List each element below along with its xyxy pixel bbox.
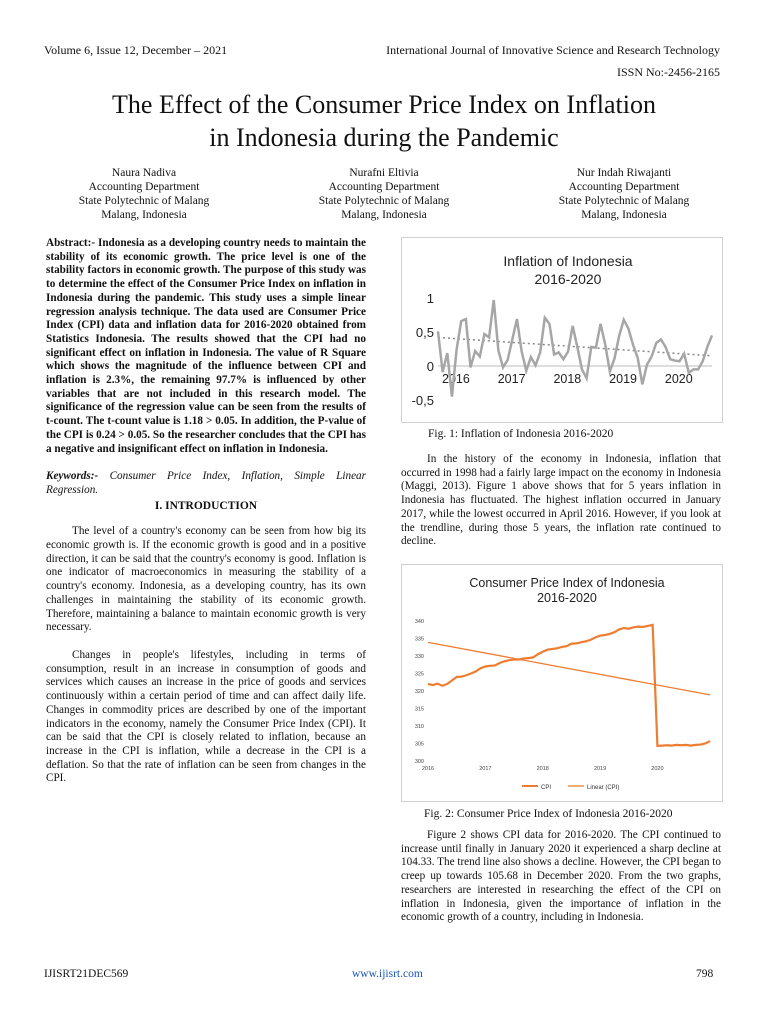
figure-2-cpi-chart — [401, 564, 723, 802]
author-institution: State Polytechnic of Malang — [78, 195, 210, 207]
author-institution: State Polytechnic of Malang — [318, 195, 450, 207]
author-block-2 — [284, 166, 484, 222]
y-tick-label: 300 — [414, 759, 424, 765]
chart-legend — [522, 785, 619, 791]
footer-paper-id: IJISRT21DEC569 — [44, 968, 129, 980]
keywords-text: Consumer Price Index, Inflation, Simple Linear Regression. — [46, 470, 367, 496]
author-dept: Accounting Department — [88, 181, 200, 193]
author-block-1 — [44, 166, 244, 222]
y-tick-label: 330 — [414, 654, 424, 660]
cpi-linear-trendline — [428, 642, 710, 695]
author-dept: Accounting Department — [328, 181, 440, 193]
footer-page-number: 798 — [696, 968, 714, 980]
right-paragraph-2: Figure 2 shows CPI data for 2016-2020. The CPI continued to increase until finally in January 2020 it experienced a sharp decline at 104.33. The trend line also shows a decline. However, the CPI began to creep up towards 105.68 in December 2020. From the two graphs, researchers are interested in researching the effect of the CPI on inflation in Indonesia, given the importance of inflation in the economic growth of a country, including in Indonesia. — [401, 829, 721, 924]
figure-2-caption: Fig. 2: Consumer Price Index of Indonesia 2016-2020 — [424, 808, 673, 820]
legend-label-linear: Linear (CPI) — [587, 785, 620, 791]
x-tick-label: 2016 — [421, 766, 435, 772]
x-tick-label: 2018 — [553, 372, 582, 386]
paper-title — [30, 88, 738, 154]
left-column — [46, 237, 366, 786]
section-heading-introduction: I. INTRODUCTION — [154, 499, 258, 512]
inflation-chart-svg — [402, 238, 722, 422]
journal-name: International Journal of Innovative Science and Research Technology — [386, 43, 720, 57]
chart-title: Inflation of Indonesia — [503, 253, 633, 269]
x-tick-label: 2019 — [609, 372, 637, 386]
y-tick-label: 310 — [414, 724, 424, 730]
author-name: Nur Indah Riwajanti — [576, 167, 672, 179]
y-tick-label: 0,5 — [415, 325, 434, 340]
footer-journal-link[interactable]: www.ijisrt.com — [352, 968, 423, 980]
x-tick-label: 2017 — [497, 372, 526, 386]
keywords — [46, 470, 366, 497]
y-tick-label: 340 — [414, 619, 424, 625]
chart-title: Consumer Price Index of Indonesia — [469, 576, 665, 590]
y-tick-label: 320 — [414, 689, 424, 695]
author-name: Naura Nadiva — [111, 167, 177, 179]
abstract: Abstract:- Indonesia as a developing country needs to maintain the stability of its economic growth. The price level is one of the stability factors in economic growth. The purpose of this study was to determine the effect of the Consumer Price Index on inflation in Indonesia during the pandemic. This study uses a simple linear regression analysis technique. The data used are Consumer Price Index (CPI) data and inflation data for 2016-2020 obtained from Statistics Indonesia. The results showed that the CPI had no significant effect on inflation in Indonesia. The value of R Square which shows the magnitude of the influence between CPI and inflation is 2.3%, the remaining 97.7% is influenced by other variables that are not included in this research model. The significance of the regression value can be seen from the results of t-count. The t-count value is 1.18 > 0.05. In addition, the P-value of the CPI is 0.24 > 0.05. So the researcher concludes that the CPI has a negative and insignificant effect on inflation in Indonesia. — [46, 237, 366, 455]
cpi-chart-svg — [402, 565, 722, 801]
x-tick-label: 2016 — [442, 372, 470, 386]
right-paragraph-1: In the history of the economy in Indonesia, inflation that occurred in 1998 had a fairly large impact on the economy in Indonesia (Maggi, 2013). Figure 1 above shows that for 5 years inflation in Indonesia has fluctuated. The highest inflation occurred in January 2017, while the lowest occurred in April 2016. However, if you look at the trendline, during those 5 years, the inflation rate continued to decline. — [401, 453, 721, 548]
author-location: Malang, Indonesia — [581, 209, 667, 221]
journal-volume: Volume 6, Issue 12, December – 2021 — [44, 43, 228, 57]
author-block-3 — [524, 166, 724, 222]
y-tick-label: 325 — [414, 671, 424, 678]
cpi-series-line — [428, 625, 710, 746]
legend-label-cpi: CPI — [541, 785, 552, 791]
intro-paragraph-2: Changes in people's lifestyles, including in terms of consumption, result in an increase in consumption of goods and services which causes an increase in the price of goods and services continuously within a certain period of time and can affect daily life. Changes in commodity prices are described by one of the important indicators in the economy, namely the Consumer Price Index (CPI). It can be said that the CPI is closely related to inflation, because an increase in the CPI is inflation, while a decrease in the CPI is a deflation. So that the rate of inflation can be seen from changes in the CPI. — [46, 648, 366, 785]
author-name: Nurafni Eltivia — [349, 167, 419, 179]
y-tick-label: 305 — [414, 741, 424, 748]
y-tick-label: 1 — [426, 291, 434, 306]
author-dept: Accounting Department — [568, 181, 680, 193]
paper-title-line-2: in Indonesia during the Pandemic — [209, 123, 559, 152]
x-tick-label: 2018 — [536, 766, 549, 772]
x-tick-label: 2020 — [664, 372, 693, 386]
intro-paragraph-1: The level of a country's economy can be seen from how big its economic growth is. If the economic growth is good and in a positive direction, it can be said that the country's economy is good. Inflation is one indicator of macroeconomics in measuring the stability of a country's economy. Indonesia, as a developing country, has its own challenges in maintaining the stability of its economic growth. Therefore, maintaining a balance to maintain economic growth is very necessary. — [46, 525, 366, 634]
author-institution: State Polytechnic of Malang — [558, 195, 690, 207]
right-paragraph-2-wrap — [401, 829, 721, 925]
figure-1-caption: Fig. 1: Inflation of Indonesia 2016-2020 — [428, 428, 614, 440]
chart-subtitle: 2016-2020 — [534, 271, 602, 287]
x-tick-label: 2017 — [479, 766, 492, 772]
y-tick-label: -0,5 — [411, 393, 434, 408]
author-location: Malang, Indonesia — [101, 209, 187, 221]
author-location: Malang, Indonesia — [341, 209, 427, 221]
keywords-label: Keywords:- — [46, 470, 99, 483]
y-tick-label: 0 — [426, 359, 434, 374]
x-tick-label: 2020 — [651, 766, 664, 772]
paper-title-line-1: The Effect of the Consumer Price Index on Inflation — [112, 90, 656, 119]
y-tick-label: 335 — [414, 636, 424, 643]
journal-issn: ISSN No:-2456-2165 — [616, 65, 720, 79]
right-paragraph-1-wrap — [401, 453, 721, 549]
figure-1-inflation-chart — [401, 237, 723, 423]
chart-subtitle: 2016-2020 — [537, 591, 597, 605]
x-tick-label: 2019 — [593, 766, 607, 772]
y-tick-label: 315 — [414, 706, 424, 713]
